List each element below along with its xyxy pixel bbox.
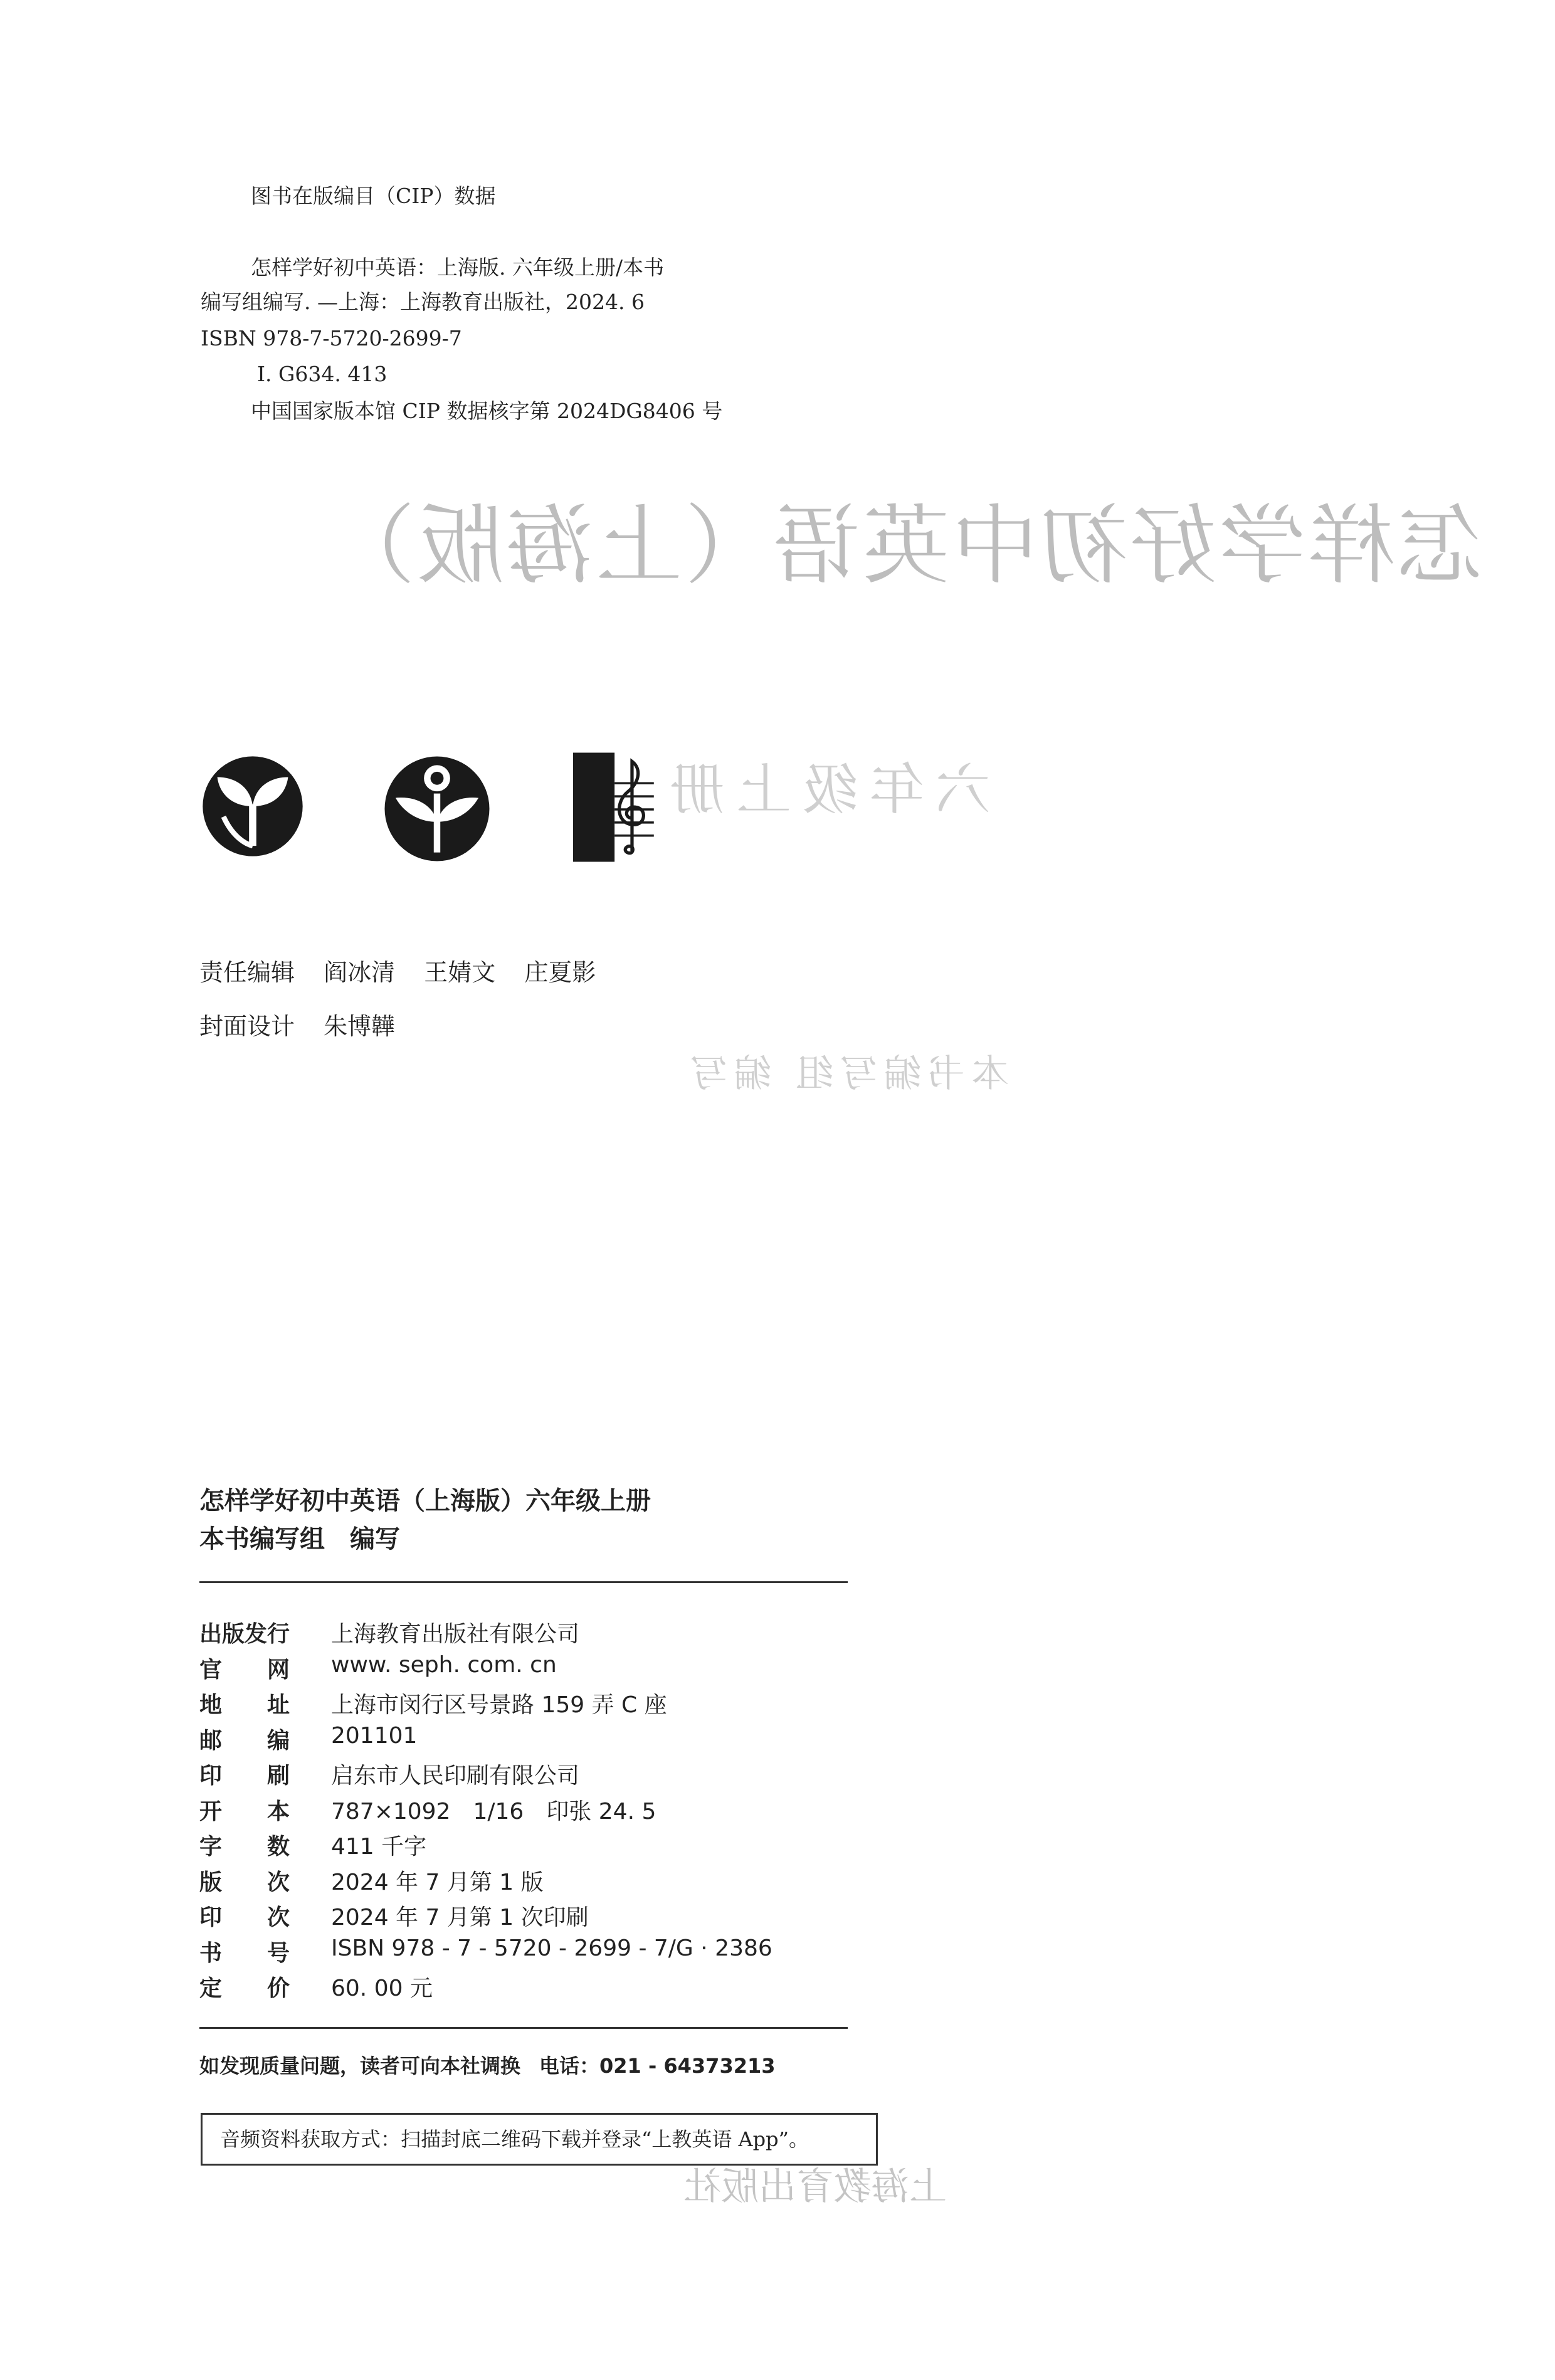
colophon-label: 地 址 <box>199 1692 290 1718</box>
colophon-value: 60. 00 元 <box>331 1976 433 2001</box>
seedling-emblem-icon <box>201 754 305 858</box>
ghost-publisher: 上海教育出版社 <box>683 2165 947 2209</box>
colophon-row <box>199 1900 772 1935</box>
colophon-row <box>199 1652 772 1688</box>
quality-text: 如发现质量问题，读者可向本社调换 <box>199 2054 521 2078</box>
colophon-row <box>199 1723 772 1759</box>
quality-notice <box>199 2050 776 2079</box>
editor-name: 阎冰清 <box>324 959 396 986</box>
colophon-value: 2024 年 7 月第 1 版 <box>331 1869 544 1895</box>
colophon-label: 版 次 <box>199 1869 290 1895</box>
ghost-book-title: 怎样学好初中英语（上海版） <box>326 495 1484 596</box>
book-author: 本书编写组 编写 <box>199 1525 400 1554</box>
colophon-value: www. seph. com. cn <box>331 1651 557 1678</box>
colophon-label: 邮 编 <box>199 1727 290 1754</box>
colophon-row <box>199 1935 772 1971</box>
cip-classification: Ⅰ. G634. 413 <box>257 362 387 386</box>
divider <box>199 2027 848 2029</box>
colophon-value: 上海市闵行区号景路 159 弄 C 座 <box>331 1692 667 1718</box>
colophon-label: 官 网 <box>199 1656 290 1683</box>
cip-line: 编写组编写. —上海：上海教育出版社，2024. 6 <box>201 290 645 314</box>
cip-heading: 图书在版编目（CIP）数据 <box>251 184 496 208</box>
ghost-author: 本书编写组 编写 <box>683 1052 1009 1096</box>
colophon-row <box>199 1794 772 1830</box>
colophon-value: 787×1092 1/16 印张 24. 5 <box>331 1798 656 1824</box>
colophon-label: 定 价 <box>199 1976 290 2001</box>
colophon-value: 上海教育出版社有限公司 <box>331 1621 580 1647</box>
colophon-value: 启东市人民印刷有限公司 <box>331 1763 580 1789</box>
sprout-emblem-icon <box>382 754 492 863</box>
colophon-value: 411 千字 <box>331 1834 427 1860</box>
colophon-label: 出版发行 <box>199 1621 290 1647</box>
editors-label: 责任编辑 <box>199 959 295 986</box>
colophon-row <box>199 1865 772 1900</box>
cip-isbn: ISBN 978-7-5720-2699-7 <box>201 326 462 350</box>
colophon-value: 201101 <box>331 1722 418 1749</box>
colophon-label: 印 刷 <box>199 1763 290 1789</box>
cover-label: 封面设计 <box>199 1013 295 1040</box>
cip-record-number: 中国国家版本馆 CIP 数据核字第 2024DG8406 号 <box>251 399 723 423</box>
colophon-label: 字 数 <box>199 1834 290 1860</box>
colophon-label: 印 次 <box>199 1905 290 1930</box>
colophon-row <box>199 1971 772 2006</box>
colophon-row <box>199 1687 772 1723</box>
book-title: 怎样学好初中英语（上海版）六年级上册 <box>199 1487 651 1515</box>
cover-design <box>199 1007 416 1041</box>
ghost-grade: 六年级上册 <box>658 757 991 822</box>
colophon-row <box>199 1829 772 1865</box>
colophon-label: 开 本 <box>199 1798 290 1824</box>
cover-designer-name: 朱博韡 <box>324 1013 396 1040</box>
audio-resource-note: 音频资料获取方式：扫描封底二维码下载并登录“上教英语 App”。 <box>201 2113 878 2166</box>
colophon-label: 书 号 <box>199 1940 290 1966</box>
colophon-row <box>199 1758 772 1794</box>
colophon-table <box>199 1616 772 2006</box>
music-clef-icon <box>573 752 657 862</box>
editor-name: 王婧文 <box>424 959 496 986</box>
divider <box>199 1581 848 1583</box>
editor-name: 庄夏影 <box>524 959 596 986</box>
quality-phone: 电话：021 - 64373213 <box>539 2054 776 2078</box>
cip-line: 怎样学好初中英语：上海版. 六年级上册/本书 <box>251 255 665 280</box>
colophon-row <box>199 1616 772 1652</box>
colophon-value: 2024 年 7 月第 1 次印刷 <box>331 1905 589 1930</box>
colophon-value: ISBN 978 - 7 - 5720 - 2699 - 7/G · 2386 <box>331 1935 772 1961</box>
responsible-editors <box>199 953 617 987</box>
